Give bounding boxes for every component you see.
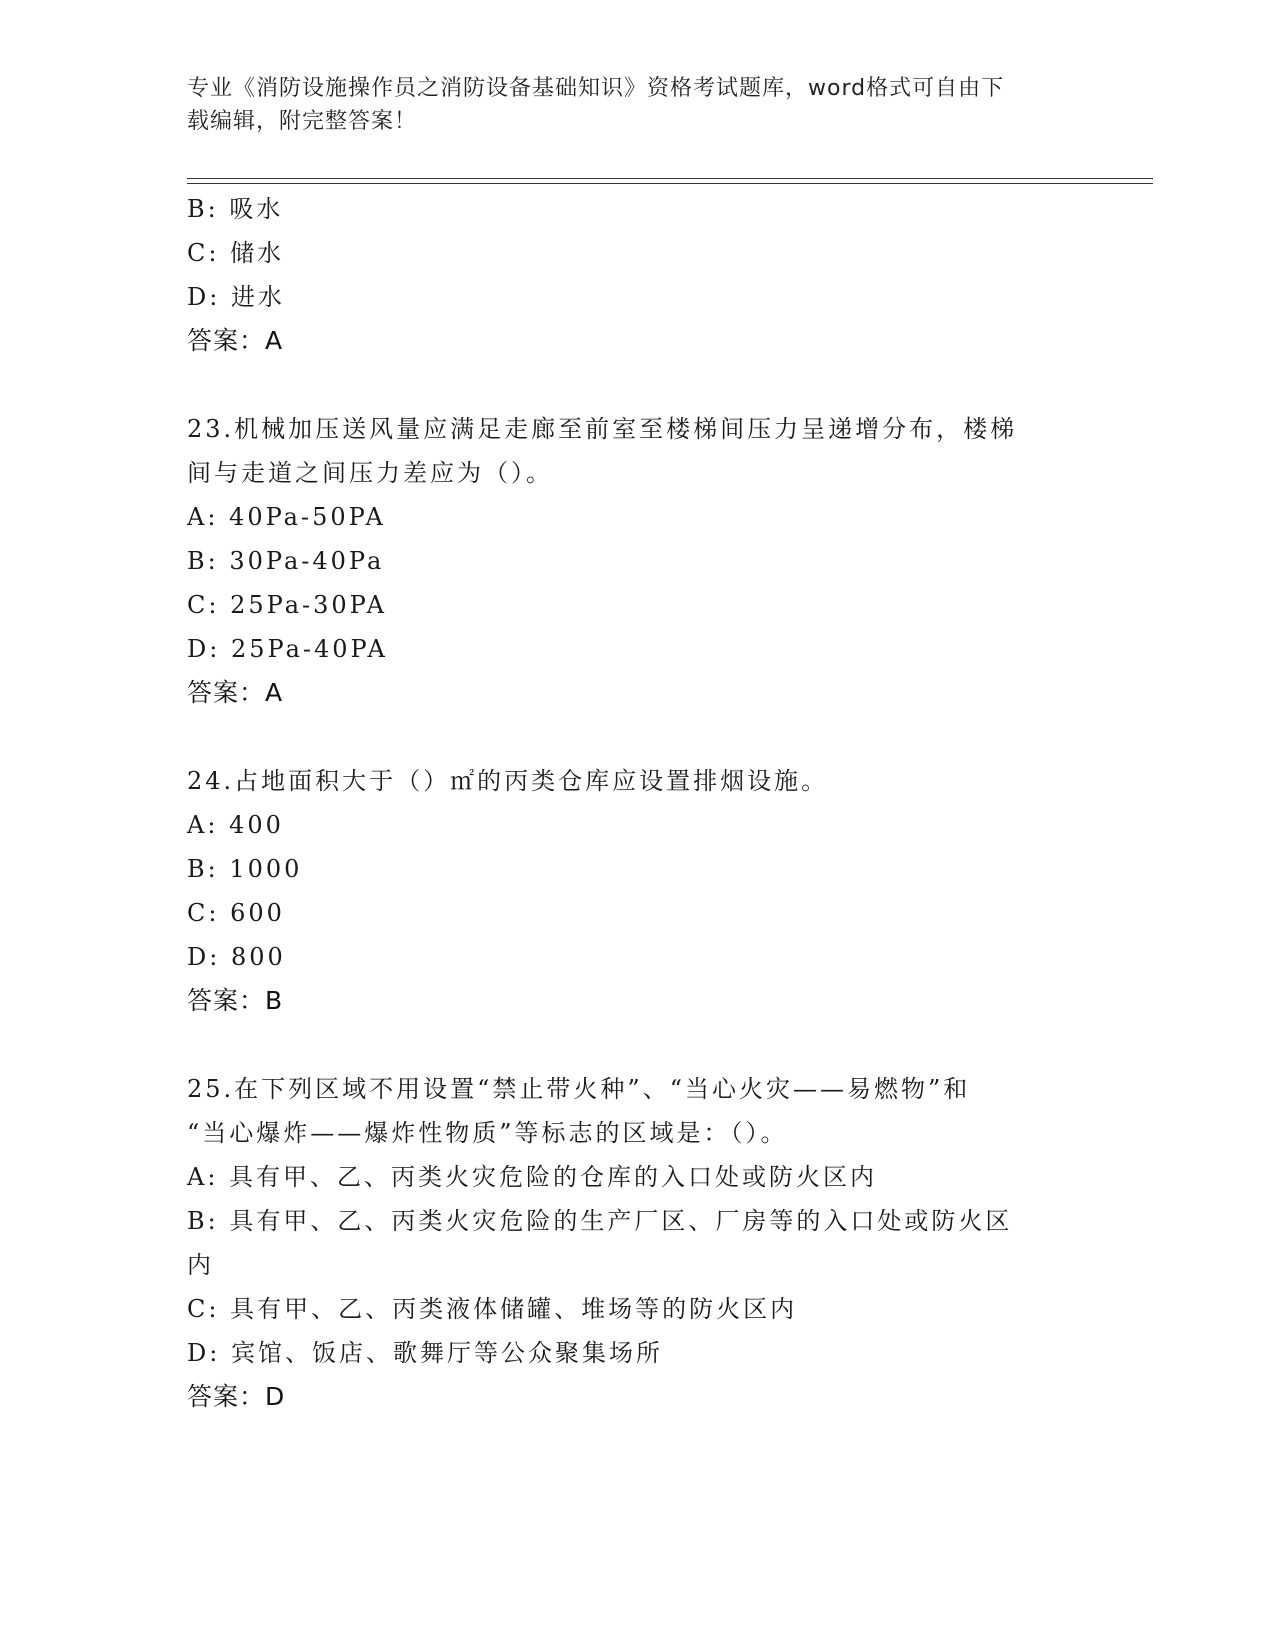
q23-answer: 答案：A [187,678,284,707]
q25-option-a: A: 具有甲、乙、丙类火灾危险的仓库的入口处或防火区内 [187,1163,878,1191]
q23-option-d: D: 25Pa-40PA [187,635,388,663]
q25-option-b-line-1: B: 具有甲、乙、丙类火灾危险的生产厂区、厂房等的入口处或防火区 [187,1207,1013,1235]
q25-stem-line-1: 25.在下列区域不用设置“禁止带火种”、“当心火灾——易燃物”和 [187,1075,971,1103]
q24-answer: 答案：B [187,986,284,1015]
q25-option-c: C: 具有甲、乙、丙类液体储罐、堆场等的防火区内 [187,1295,798,1323]
q23-stem-line-2: 间与走道之间压力差应为（）。 [187,459,553,487]
q24-option-c: C: 600 [187,899,285,927]
q24-stem: 24.占地面积大于（）㎡的丙类仓库应设置排烟设施。 [187,767,829,795]
q23-stem-line-1: 23.机械加压送风量应满足走廊至前室至楼梯间压力呈递增分布，楼梯 [187,415,1018,443]
q24-option-b: B: 1000 [187,855,303,883]
document-header [187,72,1067,138]
q23-option-b: B: 30Pa-40Pa [187,547,385,575]
q22-option-c: C: 储水 [187,239,285,267]
header-divider-top [187,178,1153,179]
q22-option-b: B: 吸水 [187,195,284,223]
header-line-2: 载编辑，附完整答案！ [187,109,418,134]
q22-option-d: D: 进水 [187,283,285,311]
q24-option-a: A: 400 [187,811,284,839]
q22-answer: 答案：A [187,326,284,355]
q23-option-c: C: 25Pa-30PA [187,591,387,619]
q25-option-d: D: 宾馆、饭店、歌舞厅等公众聚集场所 [187,1339,663,1367]
header-line-1: 专业《消防设施操作员之消防设备基础知识》资格考试题库，word格式可自由下 [187,76,1005,101]
q25-stem-line-2: “当心爆炸——爆炸性物质”等标志的区域是：（）。 [187,1119,788,1147]
q25-answer: 答案：D [187,1382,286,1411]
q24-option-d: D: 800 [187,943,286,971]
header-divider-bottom [187,183,1153,184]
q23-option-a: A: 40Pa-50PA [187,503,386,531]
q25-option-b-line-2: 内 [187,1251,214,1279]
